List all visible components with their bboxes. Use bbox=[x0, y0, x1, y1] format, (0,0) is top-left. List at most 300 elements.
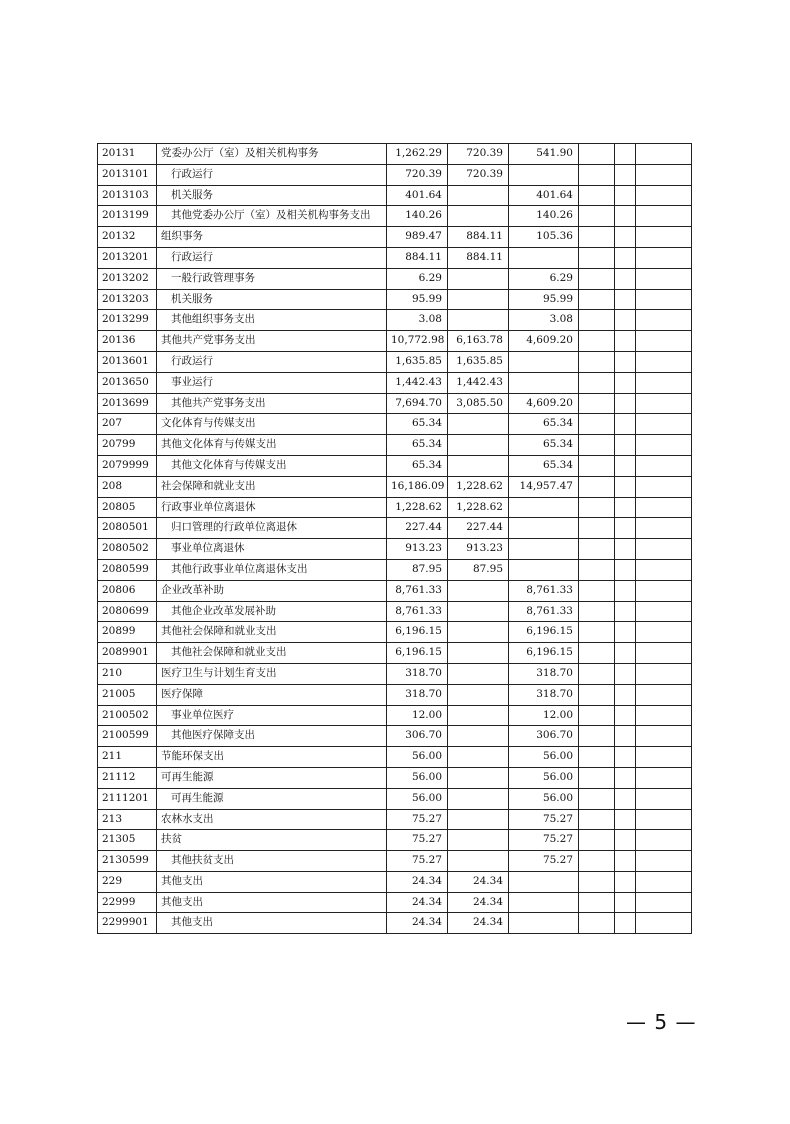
empty-cell bbox=[615, 830, 636, 851]
subject-name-cell: 其他共产党事务支出 bbox=[157, 393, 387, 414]
project-expenditure-cell: 75.27 bbox=[509, 809, 579, 830]
empty-cell bbox=[579, 268, 615, 289]
project-expenditure-cell: 140.26 bbox=[509, 206, 579, 227]
empty-cell bbox=[579, 497, 615, 518]
total-cell: 227.44 bbox=[387, 518, 448, 539]
empty-cell bbox=[636, 227, 692, 248]
subject-code-cell: 2079999 bbox=[98, 455, 157, 476]
subject-name-cell: 扶贫 bbox=[157, 830, 387, 851]
empty-cell bbox=[615, 476, 636, 497]
subject-name-cell: 其他扶贫支出 bbox=[157, 851, 387, 872]
subject-name-cell: 行政运行 bbox=[157, 351, 387, 372]
empty-cell bbox=[579, 414, 615, 435]
basic-expenditure-cell bbox=[448, 601, 509, 622]
subject-code-cell: 2080699 bbox=[98, 601, 157, 622]
empty-cell bbox=[636, 871, 692, 892]
basic-expenditure-cell bbox=[448, 455, 509, 476]
empty-cell bbox=[636, 455, 692, 476]
empty-cell bbox=[579, 539, 615, 560]
subject-name-cell: 医疗卫生与计划生育支出 bbox=[157, 663, 387, 684]
empty-cell bbox=[636, 892, 692, 913]
subject-code-cell: 21305 bbox=[98, 830, 157, 851]
subject-name-cell: 事业运行 bbox=[157, 372, 387, 393]
empty-cell bbox=[579, 809, 615, 830]
table-row bbox=[98, 414, 692, 435]
subject-name-cell: 党委办公厅（室）及相关机构事务 bbox=[157, 144, 387, 165]
empty-cell bbox=[579, 455, 615, 476]
empty-cell bbox=[579, 351, 615, 372]
empty-cell bbox=[615, 913, 636, 934]
subject-code-cell: 2111201 bbox=[98, 788, 157, 809]
empty-cell bbox=[579, 767, 615, 788]
subject-code-cell: 20132 bbox=[98, 227, 157, 248]
table-row bbox=[98, 830, 692, 851]
project-expenditure-cell: 318.70 bbox=[509, 684, 579, 705]
total-cell: 140.26 bbox=[387, 206, 448, 227]
table-row bbox=[98, 871, 692, 892]
subject-name-cell: 其他共产党事务支出 bbox=[157, 331, 387, 352]
subject-code-cell: 2013201 bbox=[98, 247, 157, 268]
table-row bbox=[98, 331, 692, 352]
basic-expenditure-cell: 3,085.50 bbox=[448, 393, 509, 414]
subject-name-cell: 一般行政管理事务 bbox=[157, 268, 387, 289]
total-cell: 10,772.98 bbox=[387, 331, 448, 352]
project-expenditure-cell bbox=[509, 892, 579, 913]
empty-cell bbox=[579, 185, 615, 206]
subject-code-cell: 20136 bbox=[98, 331, 157, 352]
subject-name-cell: 其他社会保障和就业支出 bbox=[157, 622, 387, 643]
table-row bbox=[98, 809, 692, 830]
basic-expenditure-cell: 87.95 bbox=[448, 559, 509, 580]
empty-cell bbox=[636, 830, 692, 851]
empty-cell bbox=[615, 767, 636, 788]
project-expenditure-cell: 105.36 bbox=[509, 227, 579, 248]
empty-cell bbox=[579, 705, 615, 726]
empty-cell bbox=[615, 268, 636, 289]
basic-expenditure-cell bbox=[448, 643, 509, 664]
empty-cell bbox=[636, 622, 692, 643]
empty-cell bbox=[579, 227, 615, 248]
table-row bbox=[98, 476, 692, 497]
empty-cell bbox=[615, 164, 636, 185]
basic-expenditure-cell bbox=[448, 726, 509, 747]
total-cell: 56.00 bbox=[387, 788, 448, 809]
empty-cell bbox=[615, 393, 636, 414]
basic-expenditure-cell: 913.23 bbox=[448, 539, 509, 560]
total-cell: 306.70 bbox=[387, 726, 448, 747]
subject-name-cell: 企业改革补助 bbox=[157, 580, 387, 601]
empty-cell bbox=[615, 747, 636, 768]
empty-cell bbox=[636, 476, 692, 497]
total-cell: 1,228.62 bbox=[387, 497, 448, 518]
project-expenditure-cell: 6,196.15 bbox=[509, 622, 579, 643]
empty-cell bbox=[615, 414, 636, 435]
empty-cell bbox=[615, 435, 636, 456]
project-expenditure-cell bbox=[509, 247, 579, 268]
total-cell: 6,196.15 bbox=[387, 622, 448, 643]
empty-cell bbox=[636, 809, 692, 830]
empty-cell bbox=[615, 851, 636, 872]
empty-cell bbox=[579, 851, 615, 872]
empty-cell bbox=[579, 684, 615, 705]
empty-cell bbox=[636, 580, 692, 601]
empty-cell bbox=[615, 497, 636, 518]
subject-code-cell: 2013601 bbox=[98, 351, 157, 372]
subject-name-cell: 可再生能源 bbox=[157, 788, 387, 809]
empty-cell bbox=[615, 144, 636, 165]
empty-cell bbox=[615, 643, 636, 664]
subject-code-cell: 2080599 bbox=[98, 559, 157, 580]
basic-expenditure-cell bbox=[448, 851, 509, 872]
project-expenditure-cell: 65.34 bbox=[509, 455, 579, 476]
subject-name-cell: 归口管理的行政单位离退休 bbox=[157, 518, 387, 539]
basic-expenditure-cell bbox=[448, 310, 509, 331]
table-row bbox=[98, 747, 692, 768]
subject-name-cell: 其他文化体育与传媒支出 bbox=[157, 455, 387, 476]
project-expenditure-cell bbox=[509, 539, 579, 560]
subject-code-cell: 2080502 bbox=[98, 539, 157, 560]
empty-cell bbox=[615, 227, 636, 248]
table-row bbox=[98, 455, 692, 476]
empty-cell bbox=[579, 788, 615, 809]
total-cell: 884.11 bbox=[387, 247, 448, 268]
table-row bbox=[98, 497, 692, 518]
subject-code-cell: 20805 bbox=[98, 497, 157, 518]
empty-cell bbox=[579, 622, 615, 643]
project-expenditure-cell: 8,761.33 bbox=[509, 580, 579, 601]
basic-expenditure-cell bbox=[448, 185, 509, 206]
basic-expenditure-cell bbox=[448, 289, 509, 310]
empty-cell bbox=[579, 559, 615, 580]
empty-cell bbox=[579, 164, 615, 185]
project-expenditure-cell: 541.90 bbox=[509, 144, 579, 165]
project-expenditure-cell: 318.70 bbox=[509, 663, 579, 684]
subject-name-cell: 行政事业单位离退休 bbox=[157, 497, 387, 518]
empty-cell bbox=[579, 206, 615, 227]
total-cell: 318.70 bbox=[387, 684, 448, 705]
empty-cell bbox=[636, 289, 692, 310]
total-cell: 3.08 bbox=[387, 310, 448, 331]
empty-cell bbox=[615, 892, 636, 913]
subject-name-cell: 其他企业改革发展补助 bbox=[157, 601, 387, 622]
total-cell: 8,761.33 bbox=[387, 601, 448, 622]
basic-expenditure-cell bbox=[448, 705, 509, 726]
subject-name-cell: 机关服务 bbox=[157, 289, 387, 310]
subject-name-cell: 社会保障和就业支出 bbox=[157, 476, 387, 497]
project-expenditure-cell bbox=[509, 871, 579, 892]
subject-name-cell: 医疗保障 bbox=[157, 684, 387, 705]
empty-cell bbox=[615, 372, 636, 393]
total-cell: 65.34 bbox=[387, 414, 448, 435]
table-row bbox=[98, 663, 692, 684]
project-expenditure-cell: 56.00 bbox=[509, 767, 579, 788]
empty-cell bbox=[615, 705, 636, 726]
empty-cell bbox=[636, 913, 692, 934]
table-row bbox=[98, 580, 692, 601]
subject-code-cell: 210 bbox=[98, 663, 157, 684]
empty-cell bbox=[636, 518, 692, 539]
subject-code-cell: 2013650 bbox=[98, 372, 157, 393]
project-expenditure-cell: 6.29 bbox=[509, 268, 579, 289]
table-row bbox=[98, 310, 692, 331]
table-row bbox=[98, 767, 692, 788]
table-row bbox=[98, 206, 692, 227]
basic-expenditure-cell bbox=[448, 663, 509, 684]
empty-cell bbox=[579, 871, 615, 892]
subject-code-cell: 229 bbox=[98, 871, 157, 892]
empty-cell bbox=[615, 622, 636, 643]
empty-cell bbox=[615, 809, 636, 830]
subject-name-cell: 事业单位离退休 bbox=[157, 539, 387, 560]
empty-cell bbox=[579, 663, 615, 684]
basic-expenditure-cell bbox=[448, 435, 509, 456]
total-cell: 6.29 bbox=[387, 268, 448, 289]
total-cell: 401.64 bbox=[387, 185, 448, 206]
table-row bbox=[98, 227, 692, 248]
empty-cell bbox=[636, 351, 692, 372]
empty-cell bbox=[636, 206, 692, 227]
subject-code-cell: 2013199 bbox=[98, 206, 157, 227]
project-expenditure-cell: 3.08 bbox=[509, 310, 579, 331]
basic-expenditure-cell bbox=[448, 206, 509, 227]
empty-cell bbox=[615, 580, 636, 601]
subject-name-cell: 机关服务 bbox=[157, 185, 387, 206]
basic-expenditure-cell bbox=[448, 684, 509, 705]
subject-code-cell: 20799 bbox=[98, 435, 157, 456]
total-cell: 56.00 bbox=[387, 747, 448, 768]
table-row bbox=[98, 559, 692, 580]
subject-code-cell: 2013202 bbox=[98, 268, 157, 289]
table-row bbox=[98, 851, 692, 872]
empty-cell bbox=[579, 331, 615, 352]
project-expenditure-cell bbox=[509, 559, 579, 580]
basic-expenditure-cell: 24.34 bbox=[448, 871, 509, 892]
empty-cell bbox=[615, 539, 636, 560]
subject-name-cell: 其他支出 bbox=[157, 913, 387, 934]
subject-name-cell: 其他行政事业单位离退休支出 bbox=[157, 559, 387, 580]
total-cell: 7,694.70 bbox=[387, 393, 448, 414]
subject-code-cell: 2080501 bbox=[98, 518, 157, 539]
subject-code-cell: 213 bbox=[98, 809, 157, 830]
subject-name-cell: 组织事务 bbox=[157, 227, 387, 248]
total-cell: 56.00 bbox=[387, 767, 448, 788]
empty-cell bbox=[615, 310, 636, 331]
project-expenditure-cell: 95.99 bbox=[509, 289, 579, 310]
basic-expenditure-cell bbox=[448, 809, 509, 830]
table-row bbox=[98, 705, 692, 726]
empty-cell bbox=[636, 185, 692, 206]
empty-cell bbox=[615, 871, 636, 892]
subject-code-cell: 2299901 bbox=[98, 913, 157, 934]
empty-cell bbox=[636, 601, 692, 622]
basic-expenditure-cell bbox=[448, 788, 509, 809]
empty-cell bbox=[636, 164, 692, 185]
project-expenditure-cell: 8,761.33 bbox=[509, 601, 579, 622]
total-cell: 95.99 bbox=[387, 289, 448, 310]
empty-cell bbox=[636, 663, 692, 684]
subject-name-cell: 可再生能源 bbox=[157, 767, 387, 788]
subject-code-cell: 2013699 bbox=[98, 393, 157, 414]
empty-cell bbox=[579, 580, 615, 601]
subject-code-cell: 207 bbox=[98, 414, 157, 435]
total-cell: 318.70 bbox=[387, 663, 448, 684]
basic-expenditure-cell bbox=[448, 747, 509, 768]
subject-name-cell: 其他医疗保障支出 bbox=[157, 726, 387, 747]
table-row bbox=[98, 144, 692, 165]
subject-code-cell: 20899 bbox=[98, 622, 157, 643]
table-row bbox=[98, 622, 692, 643]
total-cell: 65.34 bbox=[387, 435, 448, 456]
table-row bbox=[98, 684, 692, 705]
empty-cell bbox=[636, 247, 692, 268]
subject-name-cell: 其他组织事务支出 bbox=[157, 310, 387, 331]
budget-table bbox=[97, 143, 692, 934]
subject-code-cell: 21005 bbox=[98, 684, 157, 705]
empty-cell bbox=[615, 455, 636, 476]
basic-expenditure-cell: 227.44 bbox=[448, 518, 509, 539]
total-cell: 75.27 bbox=[387, 851, 448, 872]
basic-expenditure-cell bbox=[448, 580, 509, 601]
empty-cell bbox=[579, 476, 615, 497]
subject-name-cell: 其他支出 bbox=[157, 871, 387, 892]
basic-expenditure-cell: 6,163.78 bbox=[448, 331, 509, 352]
subject-code-cell: 2130599 bbox=[98, 851, 157, 872]
empty-cell bbox=[636, 705, 692, 726]
project-expenditure-cell: 6,196.15 bbox=[509, 643, 579, 664]
basic-expenditure-cell bbox=[448, 414, 509, 435]
empty-cell bbox=[579, 892, 615, 913]
basic-expenditure-cell: 1,228.62 bbox=[448, 476, 509, 497]
total-cell: 1,262.29 bbox=[387, 144, 448, 165]
total-cell: 913.23 bbox=[387, 539, 448, 560]
project-expenditure-cell: 56.00 bbox=[509, 788, 579, 809]
total-cell: 87.95 bbox=[387, 559, 448, 580]
empty-cell bbox=[579, 518, 615, 539]
subject-code-cell: 2013101 bbox=[98, 164, 157, 185]
empty-cell bbox=[579, 310, 615, 331]
empty-cell bbox=[636, 726, 692, 747]
subject-code-cell: 22999 bbox=[98, 892, 157, 913]
empty-cell bbox=[579, 435, 615, 456]
table-row bbox=[98, 372, 692, 393]
empty-cell bbox=[615, 726, 636, 747]
total-cell: 720.39 bbox=[387, 164, 448, 185]
subject-name-cell: 行政运行 bbox=[157, 164, 387, 185]
subject-code-cell: 2013203 bbox=[98, 289, 157, 310]
subject-code-cell: 21112 bbox=[98, 767, 157, 788]
empty-cell bbox=[615, 289, 636, 310]
subject-code-cell: 2089901 bbox=[98, 643, 157, 664]
table-row bbox=[98, 892, 692, 913]
basic-expenditure-cell: 884.11 bbox=[448, 247, 509, 268]
empty-cell bbox=[615, 206, 636, 227]
project-expenditure-cell: 306.70 bbox=[509, 726, 579, 747]
subject-name-cell: 文化体育与传媒支出 bbox=[157, 414, 387, 435]
total-cell: 65.34 bbox=[387, 455, 448, 476]
subject-code-cell: 2013103 bbox=[98, 185, 157, 206]
empty-cell bbox=[615, 247, 636, 268]
project-expenditure-cell: 65.34 bbox=[509, 435, 579, 456]
table-row bbox=[98, 788, 692, 809]
table-row bbox=[98, 539, 692, 560]
table-row bbox=[98, 393, 692, 414]
basic-expenditure-cell: 884.11 bbox=[448, 227, 509, 248]
subject-code-cell: 2100502 bbox=[98, 705, 157, 726]
total-cell: 24.34 bbox=[387, 913, 448, 934]
subject-code-cell: 2013299 bbox=[98, 310, 157, 331]
basic-expenditure-cell: 24.34 bbox=[448, 913, 509, 934]
empty-cell bbox=[579, 747, 615, 768]
subject-code-cell: 208 bbox=[98, 476, 157, 497]
empty-cell bbox=[636, 393, 692, 414]
basic-expenditure-cell: 720.39 bbox=[448, 144, 509, 165]
table-row bbox=[98, 247, 692, 268]
empty-cell bbox=[636, 643, 692, 664]
empty-cell bbox=[636, 497, 692, 518]
project-expenditure-cell bbox=[509, 518, 579, 539]
empty-cell bbox=[615, 601, 636, 622]
table-row bbox=[98, 518, 692, 539]
empty-cell bbox=[636, 331, 692, 352]
project-expenditure-cell bbox=[509, 372, 579, 393]
project-expenditure-cell bbox=[509, 497, 579, 518]
empty-cell bbox=[615, 518, 636, 539]
subject-code-cell: 20131 bbox=[98, 144, 157, 165]
empty-cell bbox=[579, 643, 615, 664]
empty-cell bbox=[615, 788, 636, 809]
empty-cell bbox=[579, 913, 615, 934]
subject-name-cell: 其他支出 bbox=[157, 892, 387, 913]
empty-cell bbox=[579, 830, 615, 851]
table-row bbox=[98, 289, 692, 310]
empty-cell bbox=[615, 663, 636, 684]
subject-name-cell: 其他党委办公厅（室）及相关机构事务支出 bbox=[157, 206, 387, 227]
project-expenditure-cell bbox=[509, 164, 579, 185]
total-cell: 1,635.85 bbox=[387, 351, 448, 372]
project-expenditure-cell: 56.00 bbox=[509, 747, 579, 768]
project-expenditure-cell: 4,609.20 bbox=[509, 331, 579, 352]
empty-cell bbox=[636, 539, 692, 560]
project-expenditure-cell: 4,609.20 bbox=[509, 393, 579, 414]
basic-expenditure-cell: 720.39 bbox=[448, 164, 509, 185]
empty-cell bbox=[636, 559, 692, 580]
project-expenditure-cell: 14,957.47 bbox=[509, 476, 579, 497]
project-expenditure-cell: 65.34 bbox=[509, 414, 579, 435]
empty-cell bbox=[636, 372, 692, 393]
basic-expenditure-cell: 1,635.85 bbox=[448, 351, 509, 372]
basic-expenditure-cell: 1,442.43 bbox=[448, 372, 509, 393]
total-cell: 1,442.43 bbox=[387, 372, 448, 393]
empty-cell bbox=[636, 747, 692, 768]
empty-cell bbox=[579, 144, 615, 165]
empty-cell bbox=[615, 185, 636, 206]
basic-expenditure-cell bbox=[448, 268, 509, 289]
empty-cell bbox=[636, 851, 692, 872]
table-row bbox=[98, 601, 692, 622]
page-number: — 5 — bbox=[626, 1010, 697, 1034]
basic-expenditure-cell: 1,228.62 bbox=[448, 497, 509, 518]
table-row bbox=[98, 164, 692, 185]
table-row bbox=[98, 913, 692, 934]
empty-cell bbox=[579, 247, 615, 268]
subject-name-cell: 其他文化体育与传媒支出 bbox=[157, 435, 387, 456]
table-row bbox=[98, 268, 692, 289]
project-expenditure-cell: 75.27 bbox=[509, 830, 579, 851]
table-row bbox=[98, 643, 692, 664]
empty-cell bbox=[636, 788, 692, 809]
subject-name-cell: 行政运行 bbox=[157, 247, 387, 268]
empty-cell bbox=[615, 351, 636, 372]
